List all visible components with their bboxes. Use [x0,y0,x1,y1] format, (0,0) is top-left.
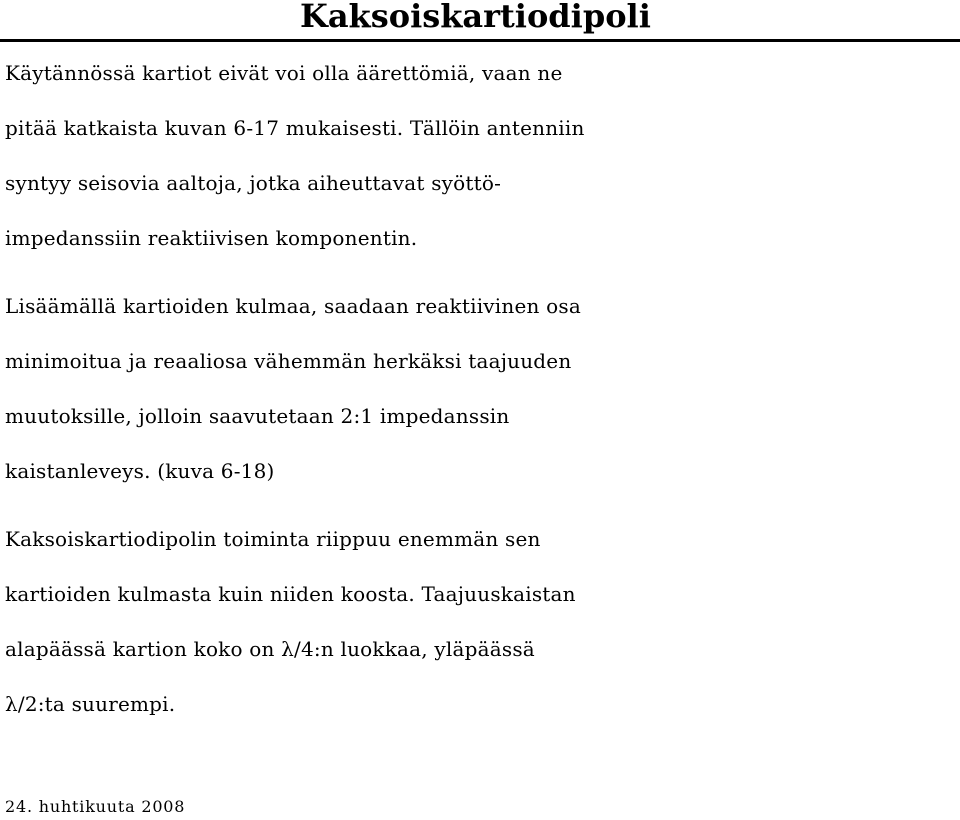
text-line: Käytännössä kartiot eivät voi olla äärettömiä, vaan ne [5,61,563,85]
paragraph-truncated-cones [5,46,960,266]
text-line: muutoksille, jolloin saavutetaan 2:1 impedanssin [5,404,510,428]
text-line: Kaksoiskartiodipolin toiminta riippuu enemmän sen [5,527,541,551]
text-line: kaistanleveys. (kuva 6-18) [5,459,275,483]
text-line: Lisäämällä kartioiden kulmaa, saadaan reaktiivinen osa [5,294,581,318]
text-line: impedanssiin reaktiivisen komponentin. [5,226,418,250]
text-line: λ/2:ta suurempi. [5,692,176,716]
text-line: kartioiden kulmasta kuin niiden koosta. Taajuuskaistan [5,582,576,606]
text-line: syntyy seisovia aaltoja, jotka aiheuttavat syöttö- [5,171,502,195]
slide-body [5,46,960,732]
text-line: alapäässä kartion koko on λ/4:n luokkaa, yläpäässä [5,637,535,661]
footer-date: 24. huhtikuuta 2008 [5,797,186,816]
text-line: pitää katkaista kuvan 6-17 mukaisesti. Tällöin antenniin [5,116,585,140]
paragraph-cone-angle [5,279,960,499]
paragraph-operation [5,512,960,732]
title-divider [0,39,960,42]
slide-title: Kaksoiskartiodipoli [300,0,651,35]
text-line: minimoitua ja reaaliosa vähemmän herkäksi taajuuden [5,349,572,373]
